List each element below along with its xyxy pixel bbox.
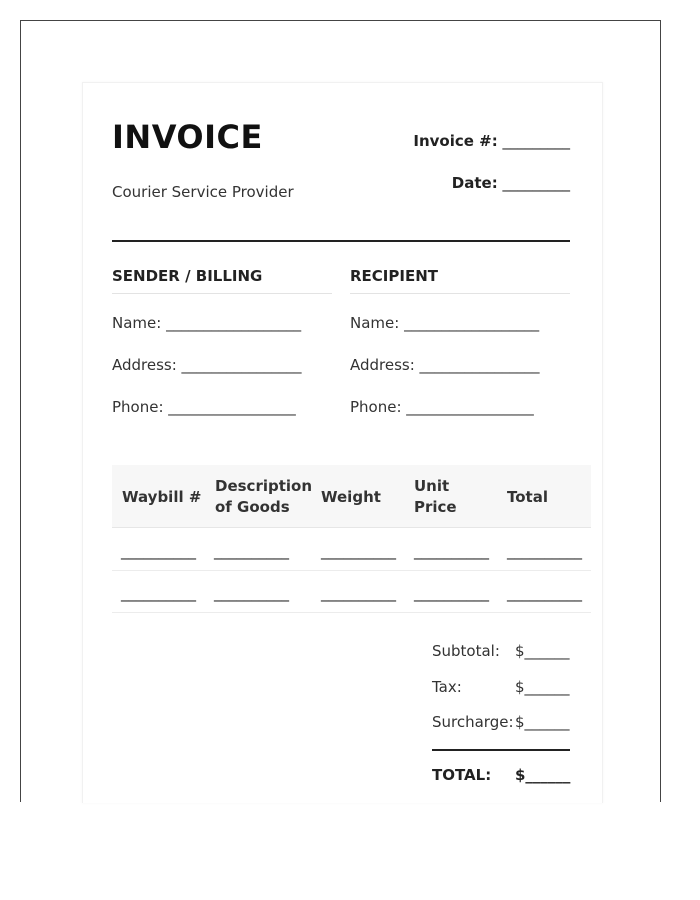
row1-waybill-cell[interactable]: __________: [121, 542, 196, 560]
row2-waybill-cell[interactable]: __________: [121, 584, 196, 602]
column-header-unit-price-line2: Price: [414, 498, 457, 516]
surcharge-value[interactable]: $______: [515, 713, 570, 731]
recipient-address-field[interactable]: Address: ________________: [350, 356, 540, 374]
date-field: [452, 174, 570, 192]
column-header-weight: [321, 487, 381, 508]
subtotal-value[interactable]: $______: [515, 642, 570, 660]
sender-heading: SENDER / BILLING: [112, 267, 263, 285]
column-header-description-line1: Description: [215, 477, 313, 495]
totals-divider: [432, 749, 570, 751]
column-header-description: [215, 476, 312, 518]
recipient-divider: [350, 293, 570, 294]
row2-total-cell[interactable]: __________: [507, 584, 582, 602]
recipient-name-field[interactable]: Name: __________________: [350, 314, 540, 332]
sender-phone-field[interactable]: Phone: _________________: [112, 398, 296, 416]
sender-name-field[interactable]: Name: __________________: [112, 314, 302, 332]
tax-value[interactable]: $______: [515, 678, 570, 696]
invoice-number-blank[interactable]: _________: [502, 132, 570, 150]
tax-label: Tax:: [432, 678, 462, 696]
company-subtitle: Courier Service Provider: [112, 183, 294, 201]
recipient-heading: RECIPIENT: [350, 267, 438, 285]
total-value[interactable]: $______: [515, 766, 571, 784]
table-row-divider: [112, 570, 591, 571]
column-header-waybill: [122, 487, 201, 508]
total-label: TOTAL:: [432, 766, 492, 784]
row1-total-cell[interactable]: __________: [507, 542, 582, 560]
table-bottom-divider: [112, 612, 591, 613]
invoice-number-field: [413, 132, 570, 150]
recipient-phone-field[interactable]: Phone: _________________: [350, 398, 534, 416]
sender-divider: [112, 293, 332, 294]
column-header-total: [507, 487, 548, 508]
sender-address-field[interactable]: Address: ________________: [112, 356, 302, 374]
row2-description-cell[interactable]: __________: [214, 584, 289, 602]
column-header-weight-text: Weight: [321, 488, 381, 506]
row2-unit-price-cell[interactable]: __________: [414, 584, 489, 602]
row1-unit-price-cell[interactable]: __________: [414, 542, 489, 560]
invoice-title: INVOICE: [112, 118, 263, 156]
column-header-unit-price-line1: Unit: [414, 477, 450, 495]
date-blank[interactable]: _________: [502, 174, 570, 192]
surcharge-label: Surcharge:: [432, 713, 514, 731]
column-header-total-text: Total: [507, 488, 548, 506]
header-divider: [112, 240, 570, 242]
row2-weight-cell[interactable]: __________: [321, 584, 396, 602]
invoice-number-label: Invoice #:: [413, 132, 498, 150]
column-header-waybill-text: Waybill #: [122, 488, 202, 506]
subtotal-label: Subtotal:: [432, 642, 500, 660]
row1-weight-cell[interactable]: __________: [321, 542, 396, 560]
row1-description-cell[interactable]: __________: [214, 542, 289, 560]
column-header-description-line2: of Goods: [215, 498, 290, 516]
date-label: Date:: [451, 174, 498, 192]
column-header-unit-price: [414, 476, 457, 518]
